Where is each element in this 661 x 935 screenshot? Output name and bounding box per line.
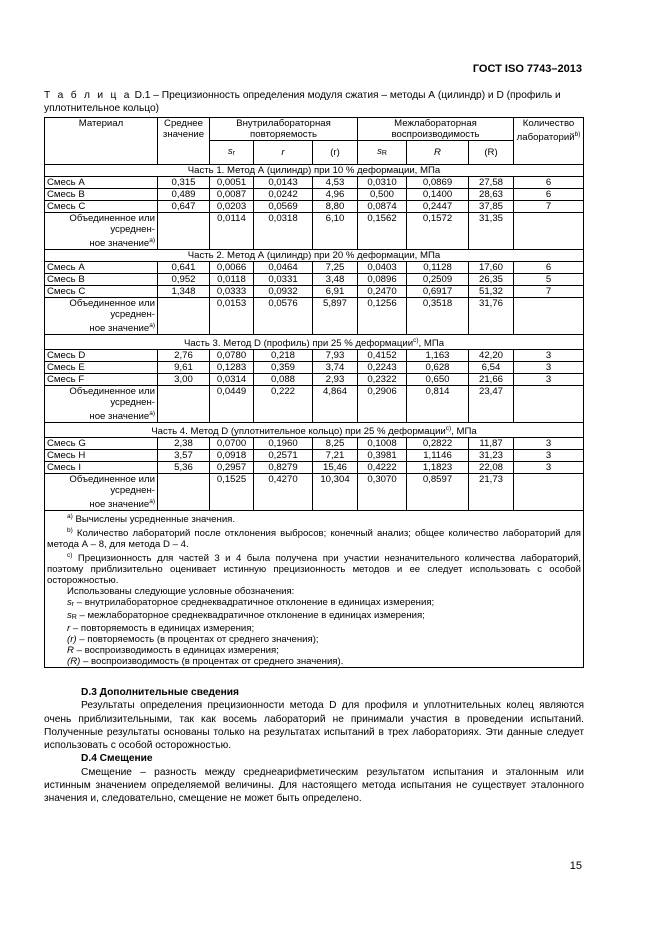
- combined-label: [45, 298, 158, 335]
- combined-mean: [158, 474, 210, 511]
- cell-R: 0,0869: [407, 177, 469, 189]
- cell-sR: 0,2470: [358, 286, 407, 298]
- legend-item: [47, 656, 581, 667]
- header-labs-text: Количество лабораторий: [516, 118, 575, 143]
- header-sr-letter: s: [227, 146, 233, 157]
- combined-label-mark: a): [149, 322, 155, 329]
- cell-sR: 0,0403: [358, 262, 407, 274]
- combined-label-line2: [47, 320, 155, 334]
- combined-R-pct: 31,76: [469, 298, 514, 335]
- combined-sR: 0,2906: [358, 386, 407, 423]
- cell-r: 0,2571: [254, 450, 313, 462]
- combined-label-line1: Объединенное или усреднен-: [69, 474, 155, 496]
- cell-labs: 3: [514, 450, 584, 462]
- legend-text: – внутрилабораторное среднеквадратичное отклонение в единицах измерения;: [74, 597, 435, 608]
- table-row: [45, 286, 584, 298]
- combined-label: [45, 386, 158, 423]
- part-title-text: Часть 1. Метод А (цилиндр) при 10 % деформации, МПа: [187, 165, 441, 176]
- caption-number: D.1: [134, 90, 151, 101]
- combined-R: 0,3518: [407, 298, 469, 335]
- cell-r-pct: 7,21: [313, 450, 358, 462]
- combined-label-line1: Объединенное или усреднен-: [69, 213, 155, 235]
- part-title-text: Часть 2. Метод А (цилиндр) при 20 % деформации, МПа: [187, 250, 441, 261]
- cell-labs: 6: [514, 189, 584, 201]
- combined-r-pct: 4,864: [313, 386, 358, 423]
- legend-list: [47, 597, 581, 667]
- cell-r-pct: 2,93: [313, 374, 358, 386]
- cell-r: 0,0143: [254, 177, 313, 189]
- legend-text: – воспроизводимость в единицах измерения;: [73, 645, 279, 656]
- header-r-pct: (r): [313, 141, 358, 165]
- cell-labs: 6: [514, 177, 584, 189]
- part-title: [45, 423, 584, 438]
- cell-r-pct: 7,93: [313, 350, 358, 362]
- cell-material: Смесь G: [45, 438, 158, 450]
- cell-R: 0,650: [407, 374, 469, 386]
- note-c-text: Прецизионность для частей 3 и 4 была получена при участии незначительного количества лабораторий, поэтому приблизительно оценивает истинную прецизионность методов и ее следует использовать с особой осторожностью.: [47, 553, 582, 586]
- cell-r: 0,1960: [254, 438, 313, 450]
- cell-r-pct: 3,48: [313, 274, 358, 286]
- part-title-mark: c): [413, 337, 419, 344]
- header-material: Материал: [45, 118, 158, 165]
- combined-r: 0,0318: [254, 213, 313, 250]
- section-heading: D.3 Дополнительные сведения: [81, 687, 239, 698]
- cell-r-pct: 6,91: [313, 286, 358, 298]
- combined-r: 0,4270: [254, 474, 313, 511]
- note-a-mark: a): [67, 513, 73, 520]
- cell-R: 0,6917: [407, 286, 469, 298]
- cell-r: 0,8279: [254, 462, 313, 474]
- combined-label-text: ное значение: [89, 323, 150, 334]
- header-labs-mark: b): [574, 131, 581, 138]
- table-row: [45, 462, 584, 474]
- combined-label-text: ное значение: [89, 411, 150, 422]
- precision-table: [44, 117, 584, 668]
- part-title: [45, 165, 584, 177]
- cell-r-pct: 4,96: [313, 189, 358, 201]
- combined-label-mark: a): [149, 498, 155, 505]
- combined-row: [45, 386, 584, 423]
- note-a-text: Вычислены усредненные значения.: [75, 514, 236, 525]
- cell-sr: 0,0118: [210, 274, 254, 286]
- legend-symbol: s: [67, 597, 72, 608]
- legend-symbol: r: [67, 623, 71, 634]
- header-sR-sub: R: [381, 150, 387, 157]
- section-heading: D.4 Смещение: [81, 753, 153, 765]
- part-title-row: [45, 423, 584, 438]
- cell-labs: 3: [514, 438, 584, 450]
- cell-sr: 0,0918: [210, 450, 254, 462]
- cell-material: Смесь D: [45, 350, 158, 362]
- cell-material: Смесь I: [45, 462, 158, 474]
- combined-labs: [514, 298, 584, 335]
- header-sr: [210, 141, 254, 165]
- cell-labs: 7: [514, 201, 584, 213]
- cell-sR: 0,3981: [358, 450, 407, 462]
- combined-r-pct: 5,897: [313, 298, 358, 335]
- note-c-mark: c): [67, 552, 73, 559]
- part-title-unit: , МПа: [418, 338, 445, 349]
- part-title: [45, 250, 584, 262]
- combined-r: 0,222: [254, 386, 313, 423]
- caption-label: Т а б л и ц а: [44, 90, 132, 101]
- part-title-row: [45, 250, 584, 262]
- cell-R-pct: 51,32: [469, 286, 514, 298]
- legend-item: [47, 597, 581, 610]
- cell-mean: 3,57: [158, 450, 210, 462]
- combined-label-line2: [47, 235, 155, 249]
- legend-text: – повторяемость в единицах измерения;: [70, 623, 255, 634]
- cell-labs: 7: [514, 286, 584, 298]
- header-repeatability: Внутрилабораторная повторяемость: [210, 118, 358, 141]
- combined-sR: 0,1256: [358, 298, 407, 335]
- combined-label-line2: [47, 408, 155, 422]
- cell-sr: 0,1283: [210, 362, 254, 374]
- combined-R-pct: 31,35: [469, 213, 514, 250]
- combined-label-text: ное значение: [89, 499, 150, 510]
- combined-mean: [158, 298, 210, 335]
- cell-mean: 0,952: [158, 274, 210, 286]
- header-sr-sub: r: [232, 150, 236, 157]
- legend-symbol-sub: R: [71, 614, 77, 621]
- cell-r-pct: 7,25: [313, 262, 358, 274]
- cell-R-pct: 11,87: [469, 438, 514, 450]
- combined-r-pct: 6,10: [313, 213, 358, 250]
- header-R-pct: (R): [469, 141, 514, 165]
- cell-R-pct: 27,58: [469, 177, 514, 189]
- legend-item: [47, 645, 581, 656]
- combined-labs: [514, 213, 584, 250]
- legend-title: Использованы следующие условные обозначения:: [67, 586, 295, 597]
- combined-row: [45, 474, 584, 511]
- cell-sr: 0,0314: [210, 374, 254, 386]
- table-notes: [45, 511, 584, 668]
- header-sR: [358, 141, 407, 165]
- cell-r: 0,0932: [254, 286, 313, 298]
- combined-label-line2: [47, 496, 155, 510]
- cell-sR: 0,4152: [358, 350, 407, 362]
- cell-mean: 2,76: [158, 350, 210, 362]
- combined-labs: [514, 386, 584, 423]
- legend-item: [47, 623, 581, 634]
- header-R: R: [407, 141, 469, 165]
- part-title-text: Часть 3. Метод D (профиль) при 25 % деформации: [183, 338, 414, 349]
- table-row: [45, 189, 584, 201]
- cell-sr: 0,0087: [210, 189, 254, 201]
- cell-sR: 0,2322: [358, 374, 407, 386]
- cell-r-pct: 4,53: [313, 177, 358, 189]
- combined-sR: 0,3070: [358, 474, 407, 511]
- cell-r-pct: 15,46: [313, 462, 358, 474]
- cell-r-pct: 8,25: [313, 438, 358, 450]
- body-sections: [44, 686, 584, 806]
- cell-r: 0,218: [254, 350, 313, 362]
- header-reproducibility: Межлабораторная воспроизводимость: [358, 118, 514, 141]
- combined-label-mark: a): [149, 410, 155, 417]
- cell-mean: 0,315: [158, 177, 210, 189]
- table-caption: [44, 89, 584, 115]
- cell-r-pct: 3,74: [313, 362, 358, 374]
- legend-symbol-sub: r: [71, 601, 75, 608]
- cell-sr: 0,0780: [210, 350, 254, 362]
- combined-label-line1: Объединенное или усреднен-: [69, 386, 155, 408]
- cell-R: 0,2509: [407, 274, 469, 286]
- standard-designation: ГОСТ ISO 7743–2013: [472, 63, 582, 75]
- cell-sr: 0,0066: [210, 262, 254, 274]
- table-row: [45, 274, 584, 286]
- table-body: [45, 165, 584, 511]
- cell-sR: 0,4222: [358, 462, 407, 474]
- cell-sr: 0,0700: [210, 438, 254, 450]
- legend-text: – межлабораторное среднеквадратичное отклонение в единицах измерения;: [76, 610, 425, 621]
- cell-R-pct: 26,35: [469, 274, 514, 286]
- cell-r: 0,0242: [254, 189, 313, 201]
- cell-material: Смесь F: [45, 374, 158, 386]
- note-b-mark: b): [67, 527, 73, 534]
- cell-R-pct: 17,60: [469, 262, 514, 274]
- cell-material: Смесь А: [45, 262, 158, 274]
- combined-label-mark: a): [149, 237, 155, 244]
- caption-text: – Прецизионность определения модуля сжатия – методы А (цилиндр) и D (профиль и уплотнительное кольцо): [44, 90, 561, 114]
- cell-mean: 0,641: [158, 262, 210, 274]
- cell-R: 0,2822: [407, 438, 469, 450]
- cell-material: Смесь А: [45, 177, 158, 189]
- cell-mean: 5,36: [158, 462, 210, 474]
- cell-material: Смесь Н: [45, 450, 158, 462]
- cell-sR: 0,0874: [358, 201, 407, 213]
- cell-R-pct: 22,08: [469, 462, 514, 474]
- cell-material: Смесь В: [45, 189, 158, 201]
- combined-R: 0,8597: [407, 474, 469, 511]
- cell-sr: 0,2957: [210, 462, 254, 474]
- cell-labs: 5: [514, 274, 584, 286]
- header-r: r: [254, 141, 313, 165]
- cell-mean: 9,61: [158, 362, 210, 374]
- cell-sr: 0,0203: [210, 201, 254, 213]
- note-c: [47, 550, 581, 586]
- combined-label-line1: Объединенное или усреднен-: [69, 298, 155, 320]
- cell-R-pct: 42,20: [469, 350, 514, 362]
- cell-R-pct: 28,63: [469, 189, 514, 201]
- cell-r: 0,359: [254, 362, 313, 374]
- table-row: [45, 177, 584, 189]
- cell-labs: 3: [514, 374, 584, 386]
- cell-r: 0,0569: [254, 201, 313, 213]
- combined-R: 0,1572: [407, 213, 469, 250]
- note-b: [47, 525, 581, 550]
- combined-R-pct: 23,47: [469, 386, 514, 423]
- cell-sr: 0,0333: [210, 286, 254, 298]
- cell-R: 0,1128: [407, 262, 469, 274]
- legend-symbol: (r): [67, 634, 77, 645]
- combined-r-pct: 10,304: [313, 474, 358, 511]
- header-sR-letter: s: [377, 146, 382, 157]
- cell-mean: 3,00: [158, 374, 210, 386]
- cell-r: 0,0331: [254, 274, 313, 286]
- combined-sr: 0,0114: [210, 213, 254, 250]
- cell-material: Смесь С: [45, 201, 158, 213]
- cell-mean: 1,348: [158, 286, 210, 298]
- legend-symbol: (R): [67, 656, 81, 667]
- header-mean: Среднее значение: [158, 118, 210, 165]
- cell-R-pct: 37,85: [469, 201, 514, 213]
- cell-sR: 0,1008: [358, 438, 407, 450]
- part-title-row: [45, 335, 584, 350]
- cell-material: Смесь С: [45, 286, 158, 298]
- table-row: [45, 362, 584, 374]
- cell-R: 1,1823: [407, 462, 469, 474]
- combined-r: 0,0576: [254, 298, 313, 335]
- legend-symbol: R: [67, 645, 74, 656]
- cell-labs: 3: [514, 462, 584, 474]
- cell-material: Смесь В: [45, 274, 158, 286]
- combined-label-text: ное значение: [89, 238, 150, 249]
- legend-text: – воспроизводимость (в процентах от среднего значения).: [80, 656, 344, 667]
- combined-R: 0,814: [407, 386, 469, 423]
- notes-row: [45, 511, 584, 668]
- table-row: [45, 201, 584, 213]
- combined-sR: 0,1562: [358, 213, 407, 250]
- cell-sR: 0,0310: [358, 177, 407, 189]
- cell-mean: 0,647: [158, 201, 210, 213]
- section-paragraph: Результаты определения прецизионности метода D для профиля и уплотнительных колец являются очень приблизительными, так как восемь лабораторий не принимали участия в проведении испытаний. Полученные результаты основаны только на результатах испытаний в трех лабораториях. Эти данные следует использовать с особой осторожностью.: [44, 700, 584, 752]
- cell-R: 0,628: [407, 362, 469, 374]
- combined-row: [45, 213, 584, 250]
- legend-item: [47, 634, 581, 645]
- section-paragraph: Смещение – разность между среднеарифметическим результатом испытания и эталонным или истинным значением определяемой величины. Для настоящего метода испытания не существует эталонного значения и, следовательно, смещение не может быть определено.: [44, 766, 584, 805]
- page-number: 15: [569, 860, 582, 872]
- cell-mean: 2,38: [158, 438, 210, 450]
- cell-r-pct: 8,80: [313, 201, 358, 213]
- cell-R: 0,1400: [407, 189, 469, 201]
- cell-sR: 0,2243: [358, 362, 407, 374]
- cell-R-pct: 31,23: [469, 450, 514, 462]
- cell-R: 1,163: [407, 350, 469, 362]
- combined-mean: [158, 386, 210, 423]
- table-row: [45, 450, 584, 462]
- cell-r: 0,088: [254, 374, 313, 386]
- table-row: [45, 262, 584, 274]
- header-row-1: [45, 118, 584, 141]
- table-row: [45, 374, 584, 386]
- cell-material: Смесь Е: [45, 362, 158, 374]
- combined-mean: [158, 213, 210, 250]
- part-title-row: [45, 165, 584, 177]
- header-labs: [514, 118, 584, 165]
- part-title-mark: c): [445, 425, 452, 432]
- cell-labs: 3: [514, 362, 584, 374]
- table-row: [45, 438, 584, 450]
- combined-row: [45, 298, 584, 335]
- cell-labs: 3: [514, 350, 584, 362]
- cell-r: 0,0464: [254, 262, 313, 274]
- notes-cell: [45, 511, 584, 668]
- combined-labs: [514, 474, 584, 511]
- combined-R-pct: 21,73: [469, 474, 514, 511]
- cell-sR: 0,500: [358, 189, 407, 201]
- legend-symbol: s: [67, 610, 72, 621]
- part-title-text: Часть 4. Метод D (уплотнительное кольцо) при 25 % деформации: [151, 426, 446, 437]
- combined-sr: 0,0449: [210, 386, 254, 423]
- legend-item: [47, 610, 581, 623]
- part-title-unit: , МПа: [451, 426, 477, 437]
- cell-R-pct: 6,54: [469, 362, 514, 374]
- part-title: [45, 335, 584, 350]
- combined-sr: 0,0153: [210, 298, 254, 335]
- combined-sr: 0,1525: [210, 474, 254, 511]
- combined-label: [45, 474, 158, 511]
- cell-labs: 6: [514, 262, 584, 274]
- cell-R: 1,1146: [407, 450, 469, 462]
- cell-sr: 0,0051: [210, 177, 254, 189]
- note-a: [47, 511, 581, 525]
- cell-R-pct: 21,66: [469, 374, 514, 386]
- cell-sR: 0,0896: [358, 274, 407, 286]
- combined-label: [45, 213, 158, 250]
- cell-mean: 0,489: [158, 189, 210, 201]
- note-b-text: Количество лабораторий после отклонения выбросов; конечный анализ; общее количество лабораторий для метода А – 8, для метода D – 4.: [47, 528, 582, 550]
- cell-R: 0,2447: [407, 201, 469, 213]
- legend-text: – повторяемость (в процентах от среднего значения);: [76, 634, 319, 645]
- table-row: [45, 350, 584, 362]
